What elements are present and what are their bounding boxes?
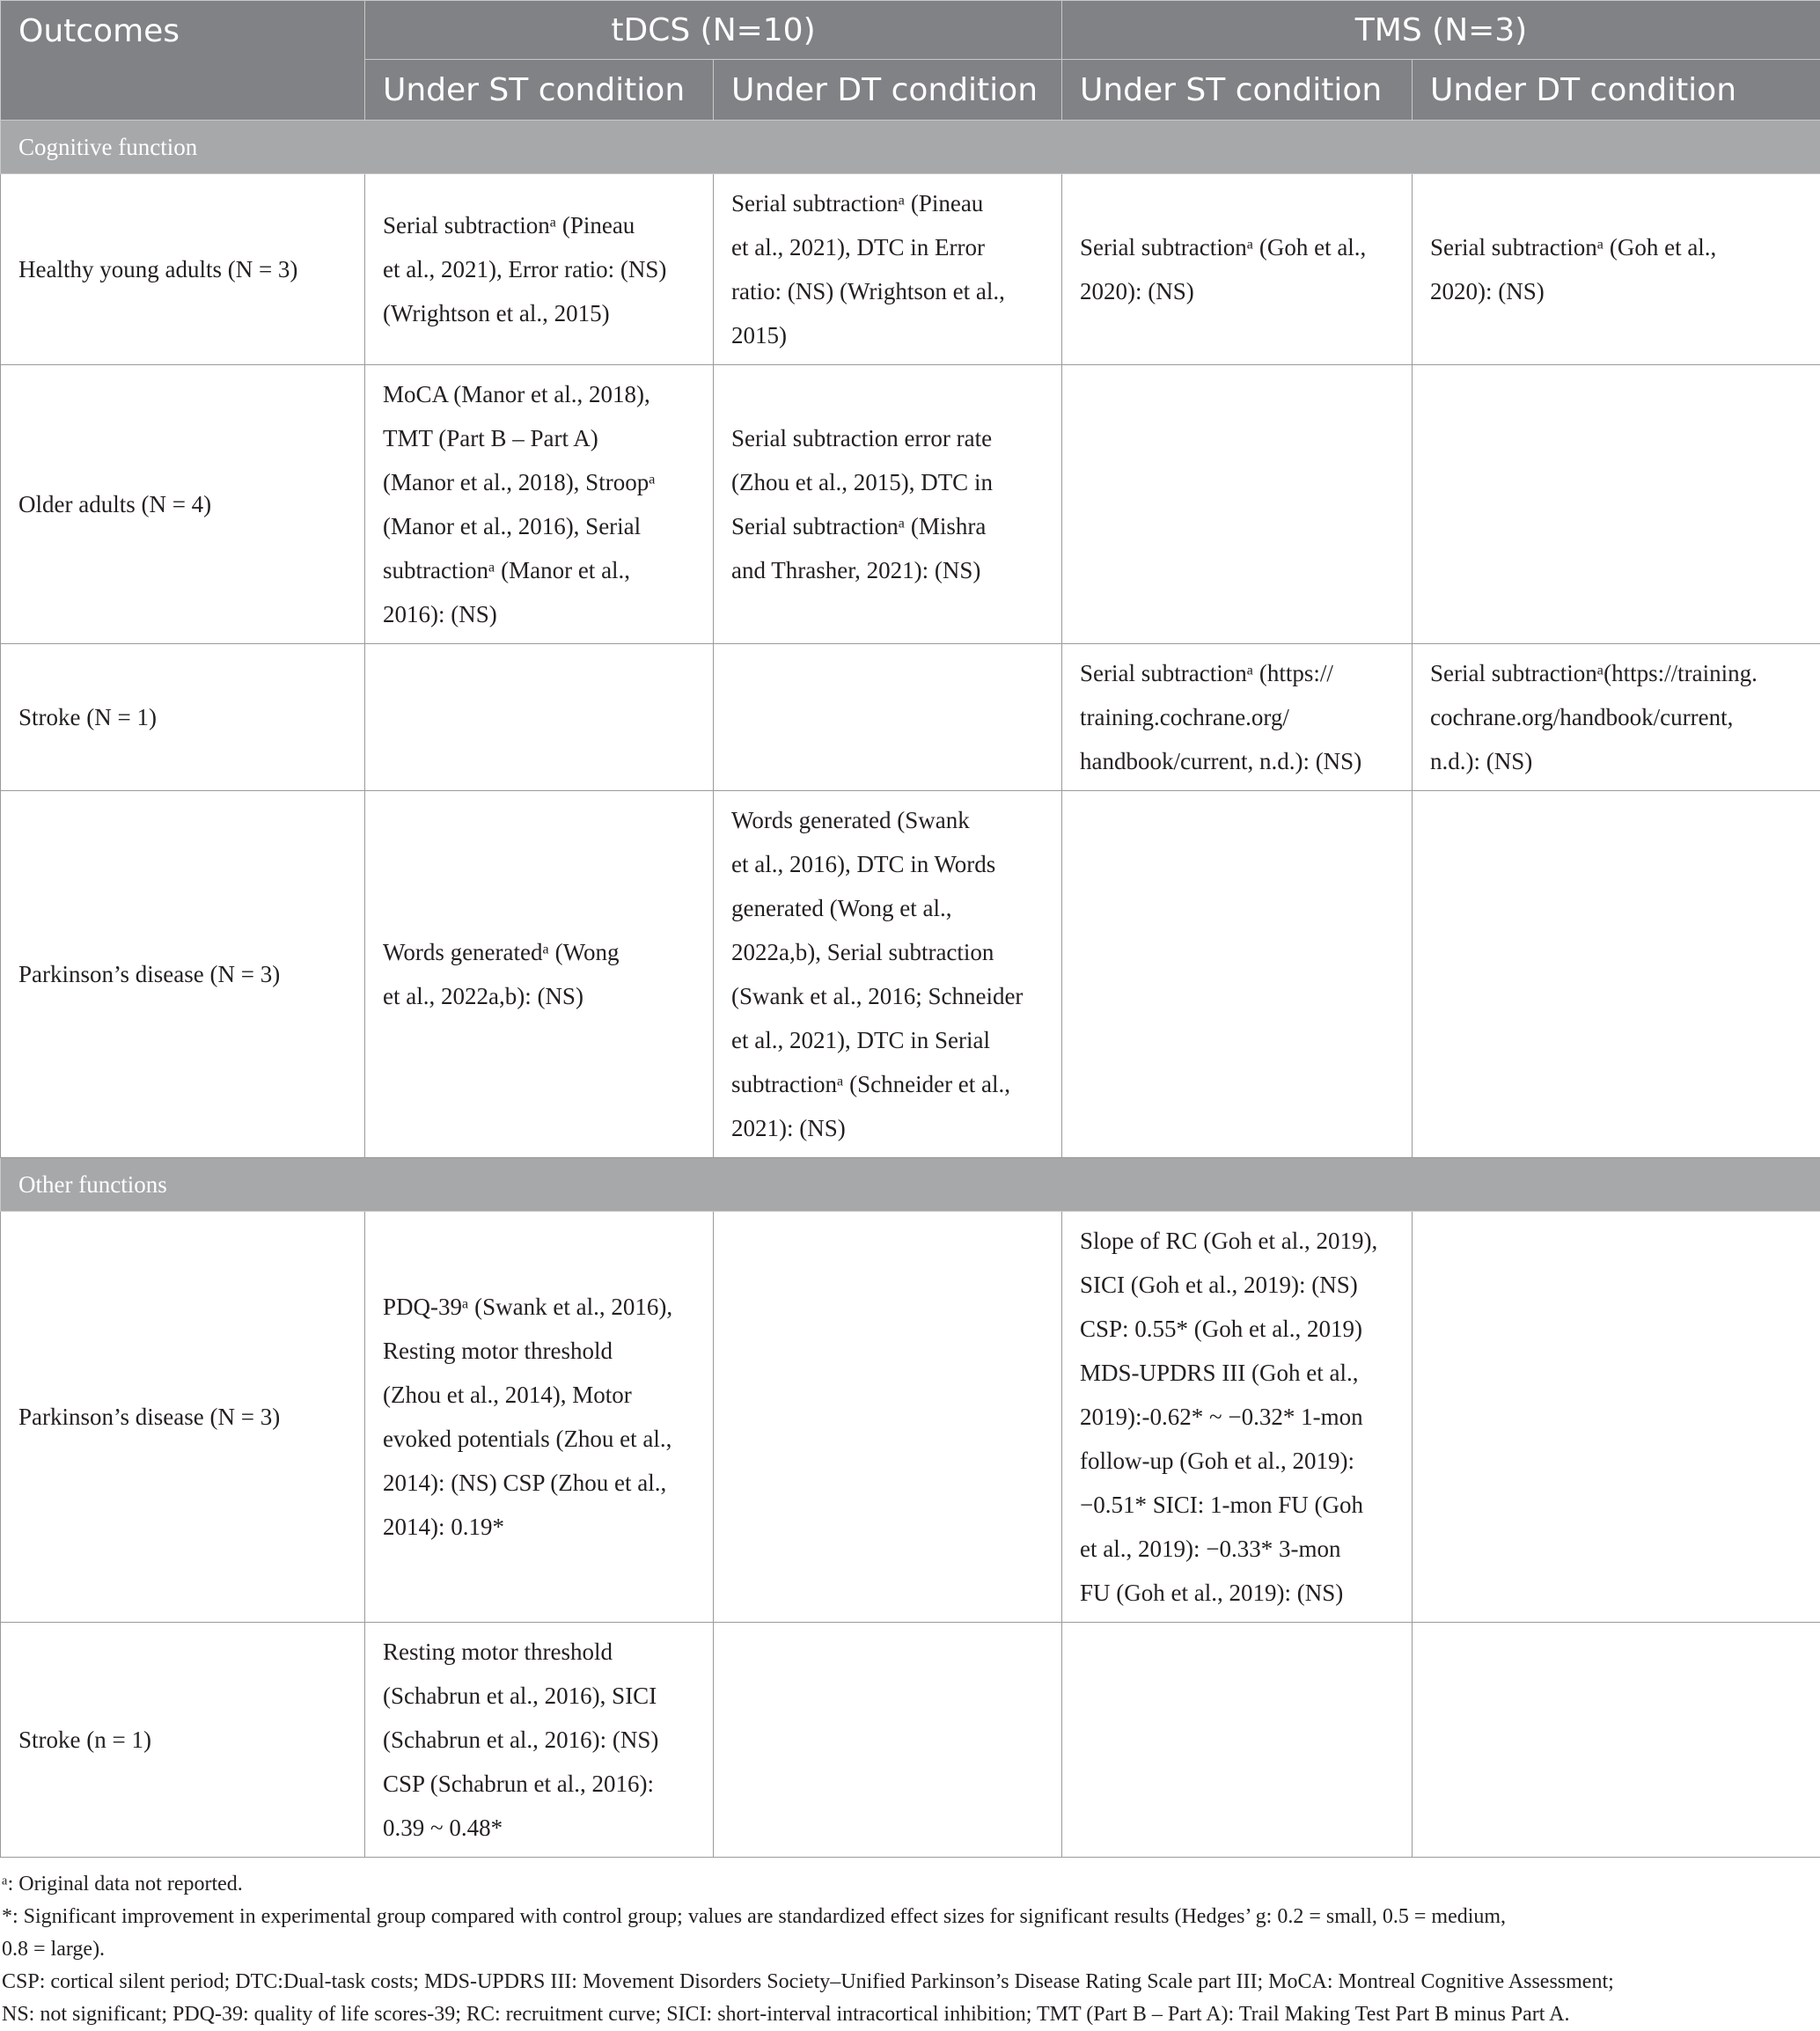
row-label: Stroke (N = 1): [1, 644, 365, 791]
section-row-other: [1, 1158, 1820, 1212]
cell-tdcs-dt: [714, 1212, 1062, 1623]
cell-tdcs-dt: [714, 644, 1062, 791]
row-label: Stroke (n = 1): [1, 1623, 365, 1858]
cell-tms-dt: Serial subtractionᵃ(https://training. cochrane.org/handbook/current, n.d.): (NS): [1413, 644, 1820, 791]
cell-tdcs-st: Words generatedᵃ (Wong et al., 2022a,b): (NS): [365, 791, 714, 1158]
table-row: [1, 791, 1820, 1158]
section-row-cognitive: [1, 121, 1820, 174]
cell-tms-dt: [1413, 365, 1820, 644]
row-label: Healthy young adults (N = 3): [1, 174, 365, 365]
cell-tms-st: [1062, 365, 1413, 644]
table-row: [1, 174, 1820, 365]
cell-tdcs-dt: Serial subtractionᵃ (Pineau et al., 2021), DTC in Error ratio: (NS) (Wrightson et al., 2015): [714, 174, 1062, 365]
cell-tms-dt: [1413, 791, 1820, 1158]
cell-tdcs-st: Resting motor threshold (Schabrun et al., 2016), SICI (Schabrun et al., 2016): (NS) CSP (Schabrun et al., 2016): 0.39 ~ 0.48*: [365, 1623, 714, 1858]
table-row: [1, 644, 1820, 791]
row-label: Older adults (N = 4): [1, 365, 365, 644]
cell-tms-st: [1062, 1623, 1413, 1858]
cell-tms-dt: [1413, 1623, 1820, 1858]
table-row: [1, 1212, 1820, 1623]
cell-tdcs-st: PDQ-39ᵃ (Swank et al., 2016), Resting motor threshold (Zhou et al., 2014), Motor evoked potentials (Zhou et al., 2014): (NS) CSP (Zhou et al., 2014): 0.19*: [365, 1212, 714, 1623]
cell-tdcs-st: Serial subtractionᵃ (Pineau et al., 2021), Error ratio: (NS) (Wrightson et al., 2015): [365, 174, 714, 365]
footnote-significance: *: Significant improvement in experimental group compared with control group; values are standardized effect sizes for significant results (Hedges’ g: 0.2 = small, 0.5 = medium, 0.8 = large).: [2, 1901, 1818, 1966]
cell-tms-dt: [1413, 1212, 1820, 1623]
section-label: Other functions: [1, 1158, 1820, 1212]
header-tdcs-st: Under ST condition: [365, 60, 714, 121]
header-tms-st: Under ST condition: [1062, 60, 1413, 121]
cell-tms-st: Serial subtractionᵃ (https:// training.cochrane.org/ handbook/current, n.d.): (NS): [1062, 644, 1413, 791]
header-outcomes: Outcomes: [1, 1, 365, 121]
table-footnotes: [0, 1858, 1820, 2031]
cell-tdcs-dt: Words generated (Swank et al., 2016), DTC in Words generated (Wong et al., 2022a,b), Serial subtraction (Swank et al., 2016; Schneider et al., 2021), DTC in Serial subtractionᵃ (Schneider et al., 2021): (NS): [714, 791, 1062, 1158]
header-tdcs: tDCS (N=10): [365, 1, 1062, 60]
row-label: Parkinson’s disease (N = 3): [1, 791, 365, 1158]
footnote-a: ᵃ: Original data not reported.: [2, 1868, 1818, 1901]
cell-tms-st: [1062, 791, 1413, 1158]
header-tdcs-dt: Under DT condition: [714, 60, 1062, 121]
header-tms: TMS (N=3): [1062, 1, 1820, 60]
cell-tdcs-dt: [714, 1623, 1062, 1858]
footnote-abbreviations: CSP: cortical silent period; DTC:Dual-task costs; MDS-UPDRS III: Movement Disorders Society–Unified Parkinson’s Disease Rating Scale part III; MoCA: Montreal Cognitive Assessment; NS: not significant; PDQ-39: quality of life scores-39; RC: recruitment curve; SICI: short-interval intracortical inhibition; TMT (Part B – Part A): Trail Making Test Part B minus Part A.: [2, 1966, 1818, 2031]
table-row: [1, 1623, 1820, 1858]
cell-tms-dt: Serial subtractionᵃ (Goh et al., 2020): (NS): [1413, 174, 1820, 365]
table-row: [1, 365, 1820, 644]
row-label: Parkinson’s disease (N = 3): [1, 1212, 365, 1623]
table-header: [1, 1, 1820, 121]
cell-tms-st: Serial subtractionᵃ (Goh et al., 2020): (NS): [1062, 174, 1413, 365]
cell-tdcs-st: [365, 644, 714, 791]
cell-tms-st: Slope of RC (Goh et al., 2019), SICI (Goh et al., 2019): (NS) CSP: 0.55* (Goh et al., 2019) MDS-UPDRS III (Goh et al., 2019):-0.62* ~ −0.32* 1-mon follow-up (Goh et al., 2019): −0.51* SICI: 1-mon FU (Goh et al., 2019): −0.33* 3-mon FU (Goh et al., 2019): (NS): [1062, 1212, 1413, 1623]
cell-tdcs-dt: Serial subtraction error rate (Zhou et al., 2015), DTC in Serial subtractionᵃ (Mishra and Thrasher, 2021): (NS): [714, 365, 1062, 644]
section-label: Cognitive function: [1, 121, 1820, 174]
header-tms-dt: Under DT condition: [1413, 60, 1820, 121]
cell-tdcs-st: MoCA (Manor et al., 2018), TMT (Part B – Part A) (Manor et al., 2018), Stroopᵃ (Manor et al., 2016), Serial subtractionᵃ (Manor et al., 2016): (NS): [365, 365, 714, 644]
